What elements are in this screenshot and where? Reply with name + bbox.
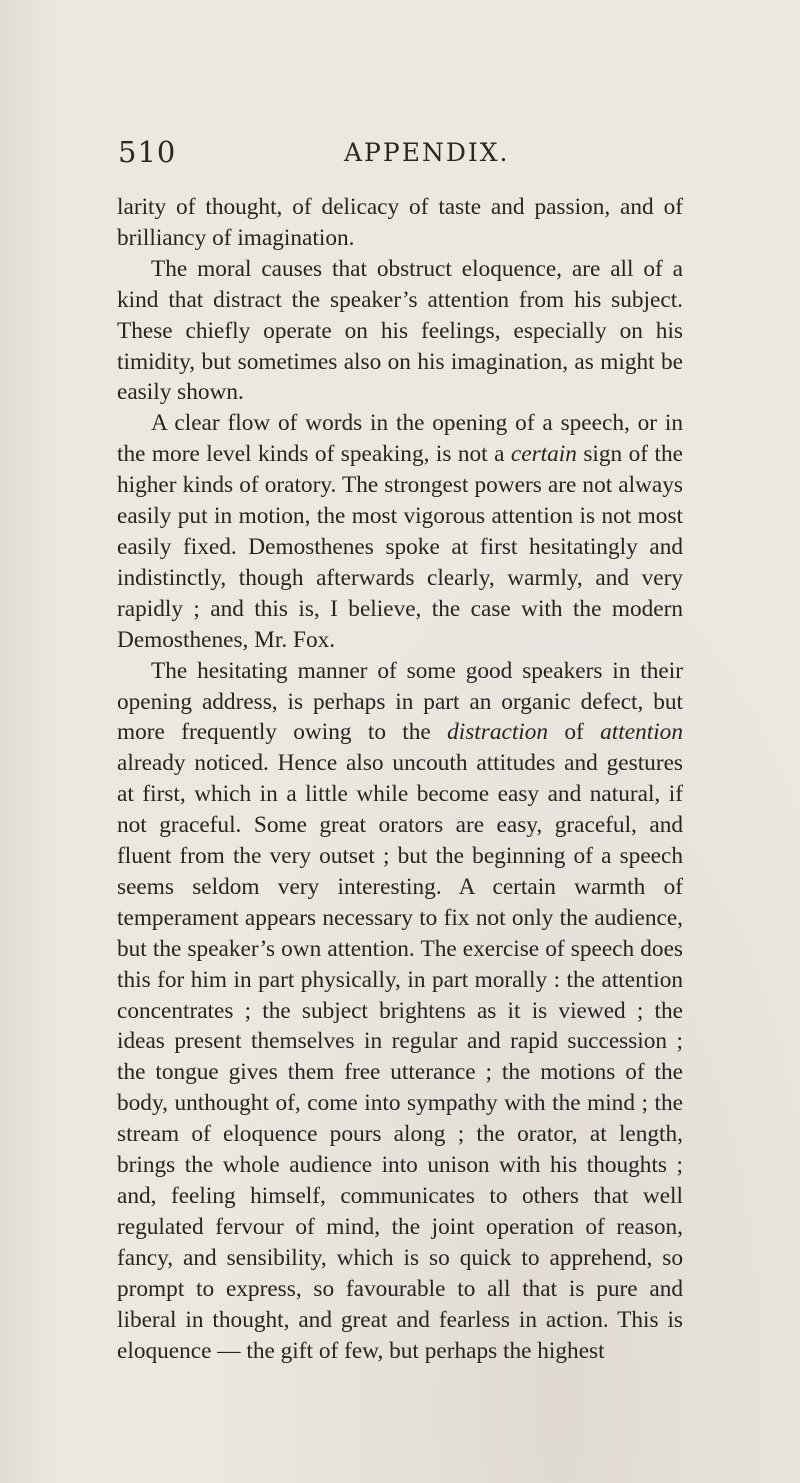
running-head: APPENDIX.: [344, 138, 510, 167]
paragraph-4-italic-distraction: distraction: [447, 719, 549, 746]
paragraph-4-text-a: The hesitating manner of some good speakers in their opening address, is perhaps in part an organic defect, but more frequently owing to the: [117, 657, 683, 746]
paragraph-4: [117, 656, 683, 1367]
paragraph-3-text-b: sign of the higher kinds of oratory. The strongest powers are not always easily put in motion, the most vigorous attention is not most easily fixed. Demosthenes spoke at first hesitatingly and indistinctly, though afterwards clearly, warmly, and very rapidly ; and this is, I believe, the case with the modern Demosthenes, Mr. Fox.: [117, 441, 683, 653]
paragraph-2: [117, 254, 683, 409]
paragraph-2-text: The moral causes that obstruct eloquence, are all of a kind that distract the speaker’s attention from his subject. These chiefly operate on his feelings, especially on his timidity, but sometimes also on his imagination, as might be easily shown.: [117, 255, 683, 406]
page-number: 510: [118, 135, 177, 169]
paragraph-4-text-b: of: [548, 719, 601, 746]
paragraph-3: [117, 408, 683, 655]
page-header: [118, 135, 678, 195]
paragraph-4-italic-attention: attention: [600, 719, 683, 746]
paragraph-3-text-a: A clear flow of words in the opening of a speech, or in the more level kinds of speaking, is not a: [117, 410, 683, 468]
paragraph-4-text-c: already noticed. Hence also uncouth attitudes and gestures at first, which in a little while become easy and natural, if not graceful. Some great orators are easy, graceful, and fluent from the very outset ; but the beginning of a speech seems seldom very interesting. A certain warmth of temperament appears necessary to fix not only the audience, but the speaker’s own attention. The exercise of speech does this for him in part physically, in part morally : the attention concentrates ; the subject brightens as it is viewed ; the ideas present themselves in regular and rapid succession ; the tongue gives them free utterance ; the motions of the body, unthought of, come into sympathy with the mind ; the stream of eloquence pours along ; the orator, at length, brings the whole audience into unison with his thoughts ; and, feeling himself, communicates to others that well regulated fervour of mind, the joint operation of reason, fancy, and sensibility, which is so quick to apprehend, so prompt to express, so favourable to all that is pure and liberal in thought, and great and fearless in action. This is eloquence — the gift of few, but perhaps the highest: [117, 750, 683, 1364]
paragraph-3-italic-certain: certain: [510, 441, 577, 468]
body-text: [117, 192, 683, 1366]
paragraph-1: [117, 192, 683, 254]
paragraph-1-text: larity of thought, of delicacy of taste and passion, and of brilliancy of imagination.: [117, 194, 683, 251]
